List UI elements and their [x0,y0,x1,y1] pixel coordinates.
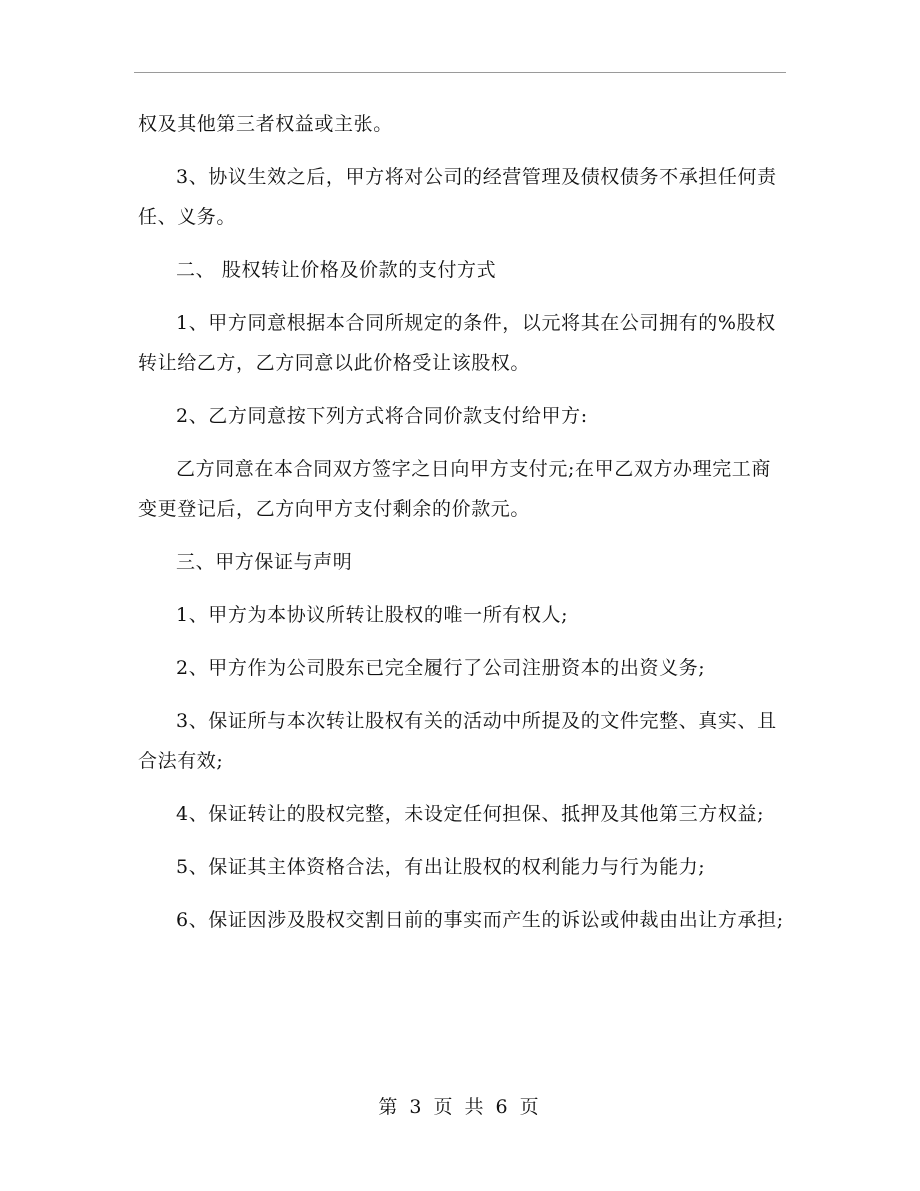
paragraph: 3、保证所与本次转让股权有关的活动中所提及的文件完整、真实、且合法有效; [138,710,777,772]
header-rule [134,72,786,73]
paragraph: 1、甲方为本协议所转让股权的唯一所有权人; [176,604,569,626]
paragraph: 6、保证因涉及股权交割日前的事实而产生的诉讼或仲裁由出让方承担; [176,909,784,931]
page-footer [0,1092,920,1119]
paragraph: 5、保证其主体资格合法，有出让股权的权利能力与行为能力; [176,856,706,878]
paragraph: 2、乙方同意按下列方式将合同价款支付给甲方: [176,405,588,427]
section-heading: 三、甲方保证与声明 [176,551,353,573]
paragraph: 乙方同意在本合同双方签字之日向甲方支付元;在甲乙双方办理完工商变更登记后，乙方向甲方支付剩余的价款元。 [138,458,772,520]
page-number-label: 第 3 页 共 6 页 [378,1096,542,1118]
paragraph: 1、甲方同意根据本合同所规定的条件，以元将其在公司拥有的%股权转让给乙方，乙方同意以此价格受让该股权。 [138,312,776,374]
document-body [138,104,788,953]
paragraph: 3、协议生效之后，甲方将对公司的经营管理及债权债务不承担任何责任、义务。 [138,166,777,228]
paragraph: 2、甲方作为公司股东已完全履行了公司注册资本的出资义务; [176,657,706,679]
section-heading: 二、 股权转让价格及价款的支付方式 [176,259,497,281]
paragraph: 权及其他第三者权益或主张。 [138,113,393,135]
paragraph: 4、保证转让的股权完整，未设定任何担保、抵押及其他第三方权益; [176,803,765,825]
